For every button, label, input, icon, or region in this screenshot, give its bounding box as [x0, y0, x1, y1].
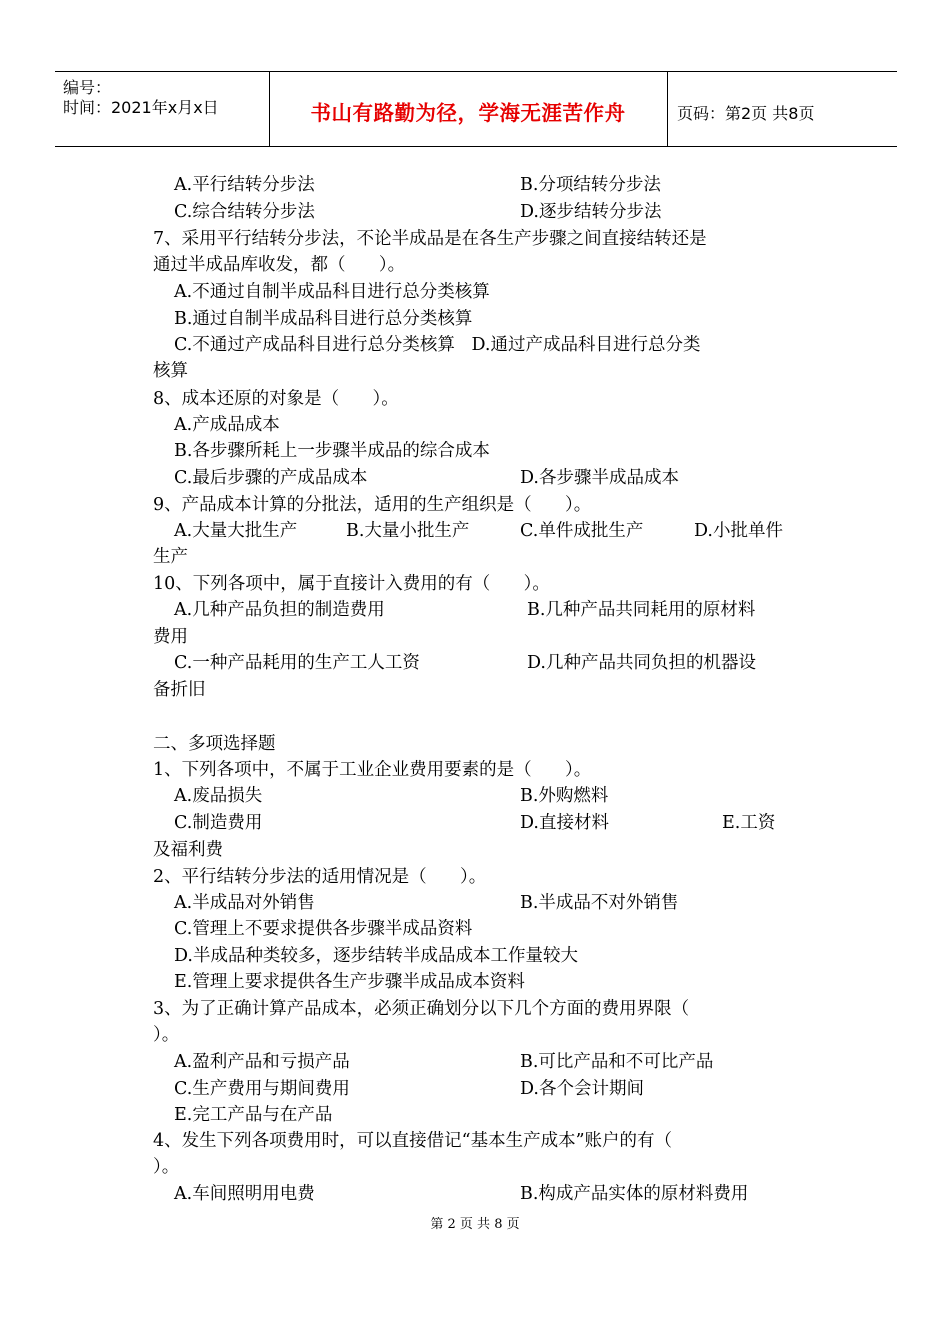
text-line: B.外购燃料 — [520, 786, 609, 806]
text-line: A.产成品成本 — [174, 415, 280, 435]
text-line: 生产 — [153, 547, 188, 567]
text-line: 4、发生下列各项费用时，可以直接借记“基本生产成本”账户的有（ — [153, 1131, 673, 1151]
text-line: 备折旧 — [153, 680, 206, 700]
text-line: 7、采用平行结转分步法，不论半成品是在各生产步骤之间直接结转还是 — [153, 229, 707, 249]
text-line: 2、平行结转分步法的适用情况是（ ）。 — [153, 867, 487, 887]
text-line: 8、成本还原的对象是（ ）。 — [153, 389, 399, 409]
text-line: 及福利费 — [153, 840, 223, 860]
text-line: C.一种产品耗用的生产工人工资 — [174, 653, 420, 673]
text-line: B.各步骤所耗上一步骤半成品的综合成本 — [174, 441, 490, 461]
text-line: 10、下列各项中，属于直接计入费用的有（ ）。 — [153, 574, 550, 594]
text-line: C.制造费用 — [174, 813, 263, 833]
text-line: A.几种产品负担的制造费用 — [174, 600, 385, 620]
text-line: D.逐步结转分步法 — [520, 202, 662, 222]
text-line: A.大量大批生产 — [174, 521, 298, 541]
text-line: A.盈利产品和亏损产品 — [174, 1052, 350, 1072]
text-line: C.不通过产成品科目进行总分类核算 D.通过产成品科目进行总分类 — [174, 335, 701, 355]
text-line: D.几种产品共同负担的机器设 — [527, 653, 756, 673]
page-header — [55, 71, 897, 147]
text-line: C.管理上不要求提供各步骤半成品资料 — [174, 919, 473, 939]
text-line: 费用 — [153, 627, 188, 647]
text-line: B.大量小批生产 — [346, 521, 470, 541]
number-label: 编号： — [63, 78, 112, 97]
text-line: ）。 — [153, 1157, 180, 1177]
text-line: D.各个会计期间 — [520, 1079, 644, 1099]
text-line: D.直接材料 — [520, 813, 609, 833]
text-line: B.可比产品和不可比产品 — [520, 1052, 714, 1072]
text-line: C.综合结转分步法 — [174, 202, 315, 222]
text-line: B.几种产品共同耗用的原材料 — [527, 600, 756, 620]
text-line: A.平行结转分步法 — [174, 175, 315, 195]
text-line: A.半成品对外销售 — [174, 893, 315, 913]
text-line: 二、多项选择题 — [153, 734, 276, 754]
text-line: D.各步骤半成品成本 — [520, 468, 679, 488]
text-line: A.废品损失 — [174, 786, 263, 806]
text-line: B.构成产品实体的原材料费用 — [520, 1184, 749, 1204]
text-line: D.半成品种类较多，逐步结转半成品成本工作量较大 — [174, 946, 578, 966]
text-line: 核算 — [153, 361, 188, 381]
text-line: 3、为了正确计算产品成本，必须正确划分以下几个方面的费用界限（ — [153, 999, 690, 1019]
text-line: C.生产费用与期间费用 — [174, 1079, 350, 1099]
text-line: B.分项结转分步法 — [520, 175, 661, 195]
text-line: D.小批单件 — [694, 521, 783, 541]
text-line: B.通过自制半成品科目进行总分类核算 — [174, 309, 473, 329]
header-info — [63, 78, 273, 118]
page-footer: 第 2 页 共 8 页 — [430, 1217, 520, 1232]
text-line: B.半成品不对外销售 — [520, 893, 679, 913]
header-page-label: 页码：第2页 共8页 — [677, 104, 815, 123]
text-line: A.车间照明用电费 — [174, 1184, 315, 1204]
text-line: C.单件成批生产 — [520, 521, 644, 541]
text-line: A.不通过自制半成品科目进行总分类核算 — [174, 282, 490, 302]
text-line: E.管理上要求提供各生产步骤半成品成本资料 — [174, 972, 525, 992]
header-divider — [667, 72, 668, 146]
text-line: 通过半成品库收发，都（ ）。 — [153, 255, 406, 275]
header-motto: 书山有路勤为径，学海无涯苦作舟 — [310, 101, 626, 125]
text-line: 1、下列各项中，不属于工业企业费用要素的是（ ）。 — [153, 760, 592, 780]
text-line: 9、产品成本计算的分批法，适用的生产组织是（ ）。 — [153, 495, 592, 515]
text-line: E.完工产品与在产品 — [174, 1105, 333, 1125]
text-line: E.工资 — [722, 813, 776, 833]
time-label: 时间：2021年x月x日 — [63, 98, 219, 117]
text-line: ）。 — [153, 1025, 180, 1045]
text-line: C.最后步骤的产成品成本 — [174, 468, 368, 488]
